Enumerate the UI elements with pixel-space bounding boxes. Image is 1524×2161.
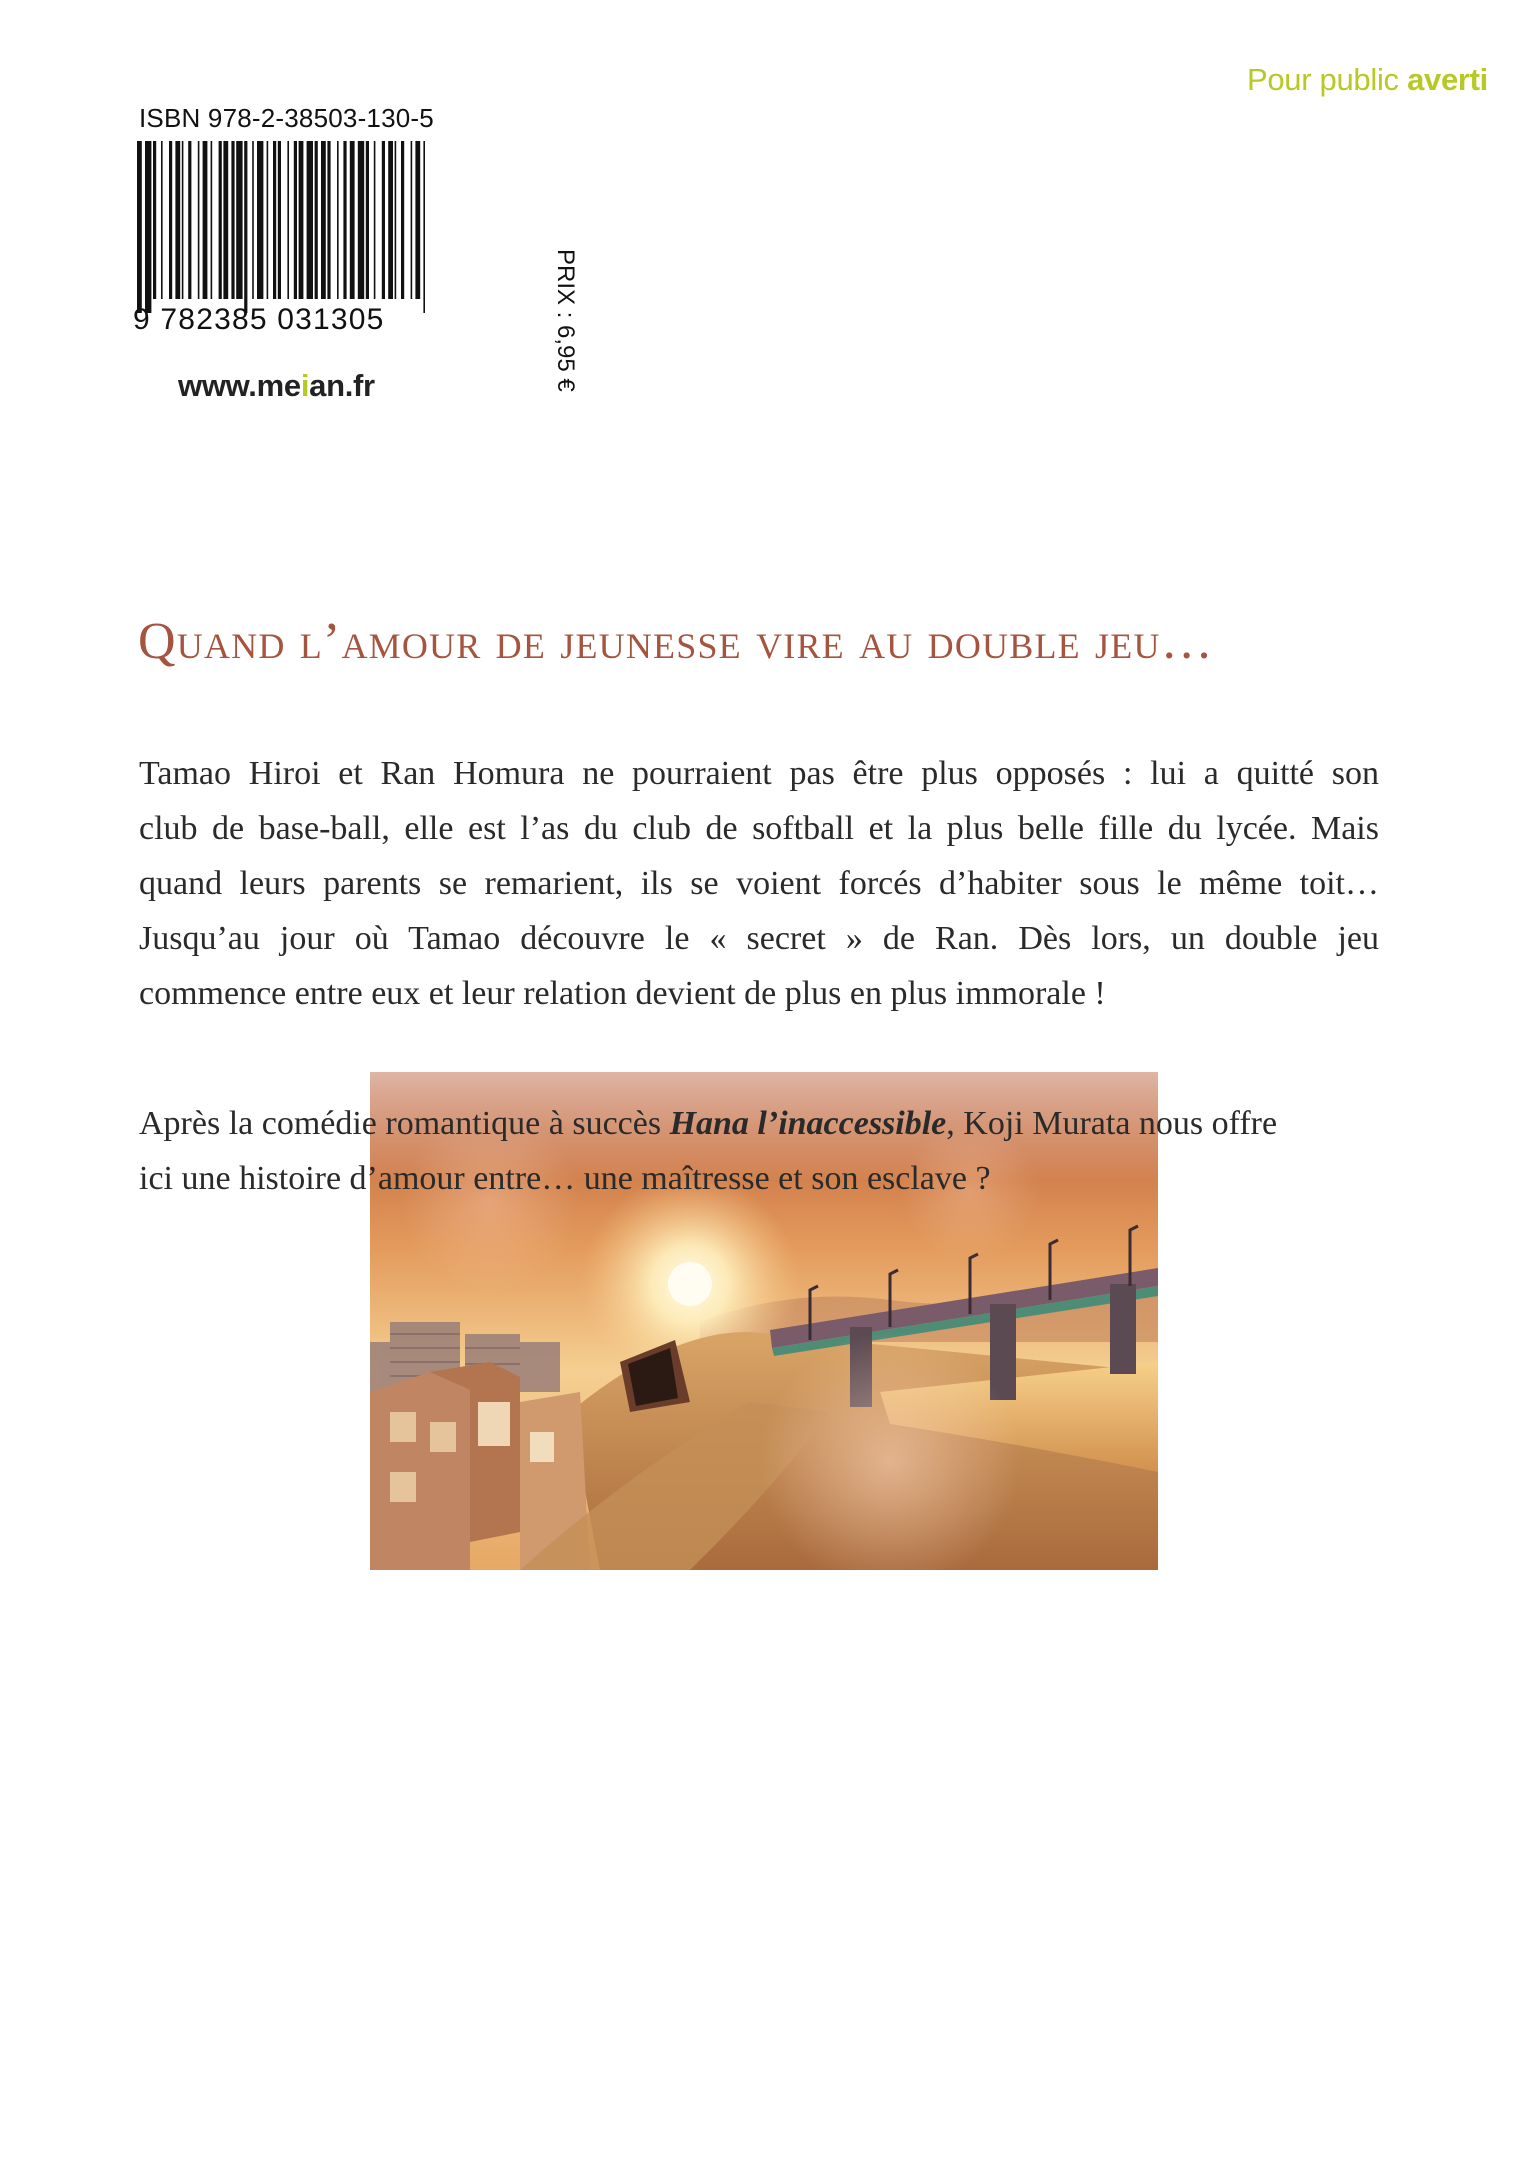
price-label: PRIX : 6,95 €: [552, 249, 579, 392]
rating-emphasis: averti: [1407, 62, 1488, 97]
synopsis-line: club de base-ball, elle est l’as du club de softball et la plus belle fille du lycée. Mais: [139, 810, 1379, 847]
barcode-digits: 9 782385 031305: [133, 303, 385, 336]
website-part-1: www.me: [178, 368, 301, 403]
headline: Quand l’amour de jeunesse vire au double jeu…: [138, 613, 1214, 670]
synopsis-line: quand leurs parents se remarient, ils se voient forcés d’habiter sous le même toit…: [139, 865, 1379, 902]
referenced-title: Hana l’inaccessible: [669, 1105, 947, 1142]
blurb-line-1: [139, 1096, 1379, 1151]
blurb-line-1-start: Après la comédie romantique à succès: [139, 1105, 670, 1142]
website-highlight: i: [300, 368, 310, 403]
rating-prefix: Pour public: [1246, 62, 1408, 97]
blurb-line-1-end: , Koji Murata nous offre: [946, 1105, 1278, 1142]
barcode-icon: [133, 141, 433, 313]
website-part-2: an.fr: [309, 368, 375, 403]
synopsis-paragraph: [139, 746, 1379, 1021]
synopsis-line: commence entre eux et leur relation devient de plus en plus immorale !: [139, 975, 1106, 1012]
synopsis-line: Tamao Hiroi et Ran Homura ne pourraient pas être plus opposés : lui a quitté son: [139, 755, 1379, 792]
publisher-website[interactable]: [178, 368, 375, 404]
blurb-line-2: ici une histoire d’amour entre… une maîtresse et son esclave ?: [139, 1160, 991, 1197]
synopsis-line: Jusqu’au jour où Tamao découvre le « secret » de Ran. Dès lors, un double jeu: [139, 920, 1379, 957]
content-rating: [1247, 62, 1488, 98]
blurb-paragraph: [139, 1096, 1379, 1206]
isbn-number: ISBN 978-2-38503-130-5: [139, 103, 434, 133]
